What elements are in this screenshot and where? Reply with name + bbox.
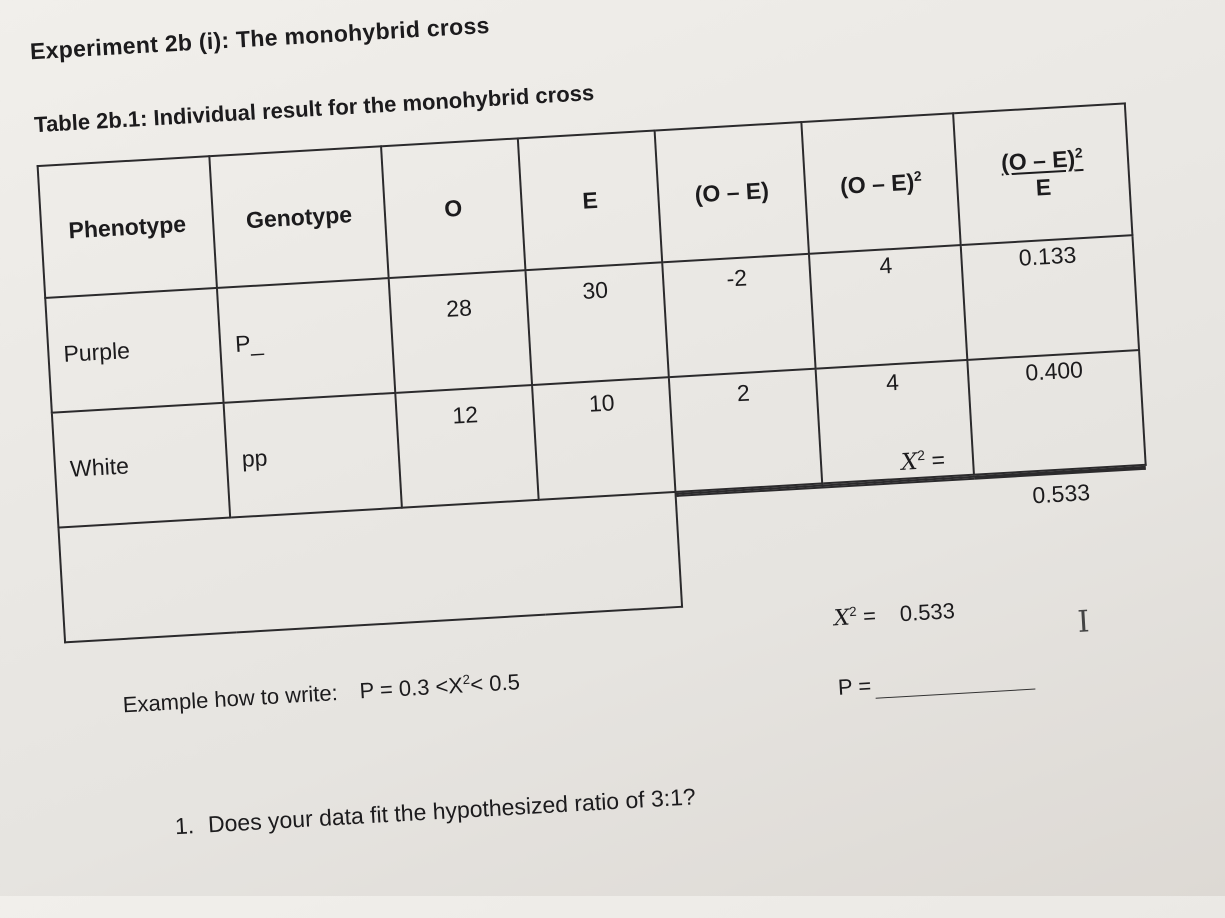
total-chi-value: 0.533 — [1031, 479, 1091, 509]
cell-total-label — [675, 446, 980, 607]
cell-phenotype: White — [52, 403, 230, 528]
header-o-minus-e-squared-base: (O – E) — [839, 168, 915, 199]
cell-o-minus-e-squared — [816, 360, 974, 484]
o-minus-e-squared-value: 4 — [885, 368, 900, 396]
cell-chi-component — [967, 350, 1145, 475]
cell-genotype: P_ — [217, 278, 395, 403]
cell-observed — [395, 385, 538, 508]
chi-square-value: 0.533 — [899, 598, 956, 627]
cell-o-minus-e — [662, 254, 815, 377]
superscript-2: 2 — [848, 603, 858, 620]
fraction-numerator — [1000, 145, 1083, 176]
results-table — [37, 102, 1154, 643]
header-chi-component — [953, 103, 1132, 245]
question-number: 1. — [174, 812, 195, 840]
total-chi-label — [900, 446, 945, 475]
superscript-2: 2 — [1074, 145, 1083, 161]
p-value-answer — [837, 664, 1035, 701]
example-label: Example how to write: — [122, 680, 339, 718]
p-value-blank[interactable] — [875, 667, 1036, 699]
header-observed: O — [381, 138, 525, 278]
superscript-2: 2 — [913, 168, 922, 184]
equals-sign: = — [862, 602, 877, 629]
cell-o-minus-e — [669, 369, 822, 492]
chi-component-value: 0.400 — [1024, 356, 1084, 386]
cell-chi-component — [961, 235, 1139, 360]
cell-expected — [532, 377, 675, 500]
example-instruction — [122, 669, 521, 718]
header-o-minus-e: (O – E) — [655, 122, 809, 262]
numerator-text: (O – E) — [1000, 145, 1076, 176]
table-caption: Table 2b.1: Individual result for the monohybrid cross — [33, 79, 595, 138]
question-1 — [174, 783, 696, 840]
cell-genotype: pp — [224, 393, 402, 518]
cell-observed — [389, 270, 532, 393]
p-value-label: P = — [837, 673, 872, 700]
fraction-denominator: E — [1035, 173, 1052, 201]
cell-o-minus-e-squared — [809, 245, 967, 369]
example-text-end: < 0.5 — [469, 669, 521, 698]
chi-square-result — [833, 598, 955, 631]
o-minus-e-squared-value: 4 — [878, 252, 893, 279]
cell-phenotype: Purple — [45, 288, 223, 413]
question-text: Does your data fit the hypothesized ratio of 3:1? — [207, 783, 697, 838]
header-phenotype: Phenotype — [38, 156, 217, 298]
cell-total-value — [974, 465, 1152, 590]
header-o-minus-e-squared — [801, 113, 960, 254]
header-expected: E — [518, 131, 662, 271]
o-minus-e-value: -2 — [725, 264, 748, 292]
header-genotype: Genotype — [209, 146, 388, 288]
example-expression — [359, 670, 521, 704]
o-minus-e-value: 2 — [736, 379, 751, 407]
expected-value: 30 — [581, 276, 609, 304]
cell-expected — [525, 262, 668, 385]
equals-sign: = — [930, 446, 946, 474]
observed-value: 28 — [445, 294, 473, 322]
observed-value: 12 — [451, 401, 479, 429]
chi-component-value: 0.133 — [1017, 241, 1077, 271]
chi-symbol: X — [900, 448, 919, 476]
chi-symbol: X — [833, 605, 851, 632]
example-text: P = 0.3 <X — [358, 672, 464, 704]
superscript-2: 2 — [462, 672, 471, 688]
superscript-2: 2 — [916, 447, 926, 464]
chi-component-fraction — [1000, 145, 1085, 202]
experiment-title: Experiment 2b (i): The monohybrid cross — [29, 11, 491, 65]
expected-value: 10 — [588, 389, 616, 417]
text-cursor-icon: I — [1076, 604, 1091, 640]
